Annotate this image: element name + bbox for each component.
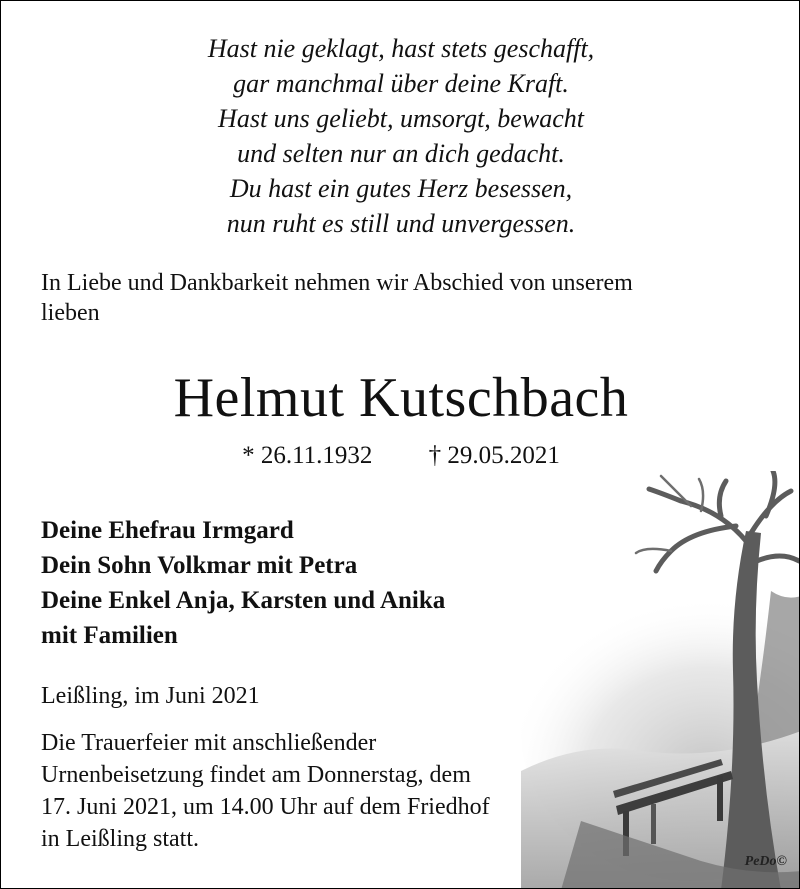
mourner: Deine Ehefrau Irmgard — [41, 517, 294, 544]
place-date: Leißling, im Juni 2021 — [41, 683, 260, 709]
tree-bench-illustration — [521, 471, 800, 889]
poem — [1, 31, 800, 241]
poem-line: nun ruht es still und unvergessen. — [226, 209, 576, 238]
funeral-line: in Leißling statt. — [41, 826, 199, 852]
poem-line: und selten nur an dich gedacht. — [237, 139, 565, 168]
life-dates — [1, 440, 800, 472]
funeral-line: Urnenbeisetzung findet am Donnerstag, dem — [41, 762, 471, 788]
deceased-name: Helmut Kutschbach — [173, 367, 629, 429]
mourner: mit Familien — [41, 622, 178, 649]
birth-date: * 26.11.1932 — [242, 442, 373, 469]
poem-line: gar manchmal über deine Kraft. — [233, 69, 569, 98]
poem-line: Du hast ein gutes Herz besessen, — [229, 174, 573, 203]
mourner: Dein Sohn Volkmar mit Petra — [41, 552, 358, 579]
funeral-line: Die Trauerfeier mit anschließender — [41, 730, 377, 756]
intro-line: In Liebe und Dankbarkeit nehmen wir Abschied von unserem — [41, 270, 633, 296]
poem-line: Hast uns geliebt, umsorgt, bewacht — [218, 104, 584, 133]
mourners-list — [41, 513, 445, 653]
mourner: Deine Enkel Anja, Karsten und Anika — [41, 587, 446, 614]
death-date: † 29.05.2021 — [428, 442, 560, 469]
intro-line: lieben — [41, 300, 100, 326]
funeral-notice — [41, 727, 561, 855]
poem-line: Hast nie geklagt, hast stets geschafft, — [207, 34, 595, 63]
intro-text — [41, 268, 761, 328]
funeral-line: 17. Juni 2021, um 14.00 Uhr auf dem Friedhof — [41, 794, 490, 820]
artist-signature: PeDo© — [744, 854, 787, 869]
